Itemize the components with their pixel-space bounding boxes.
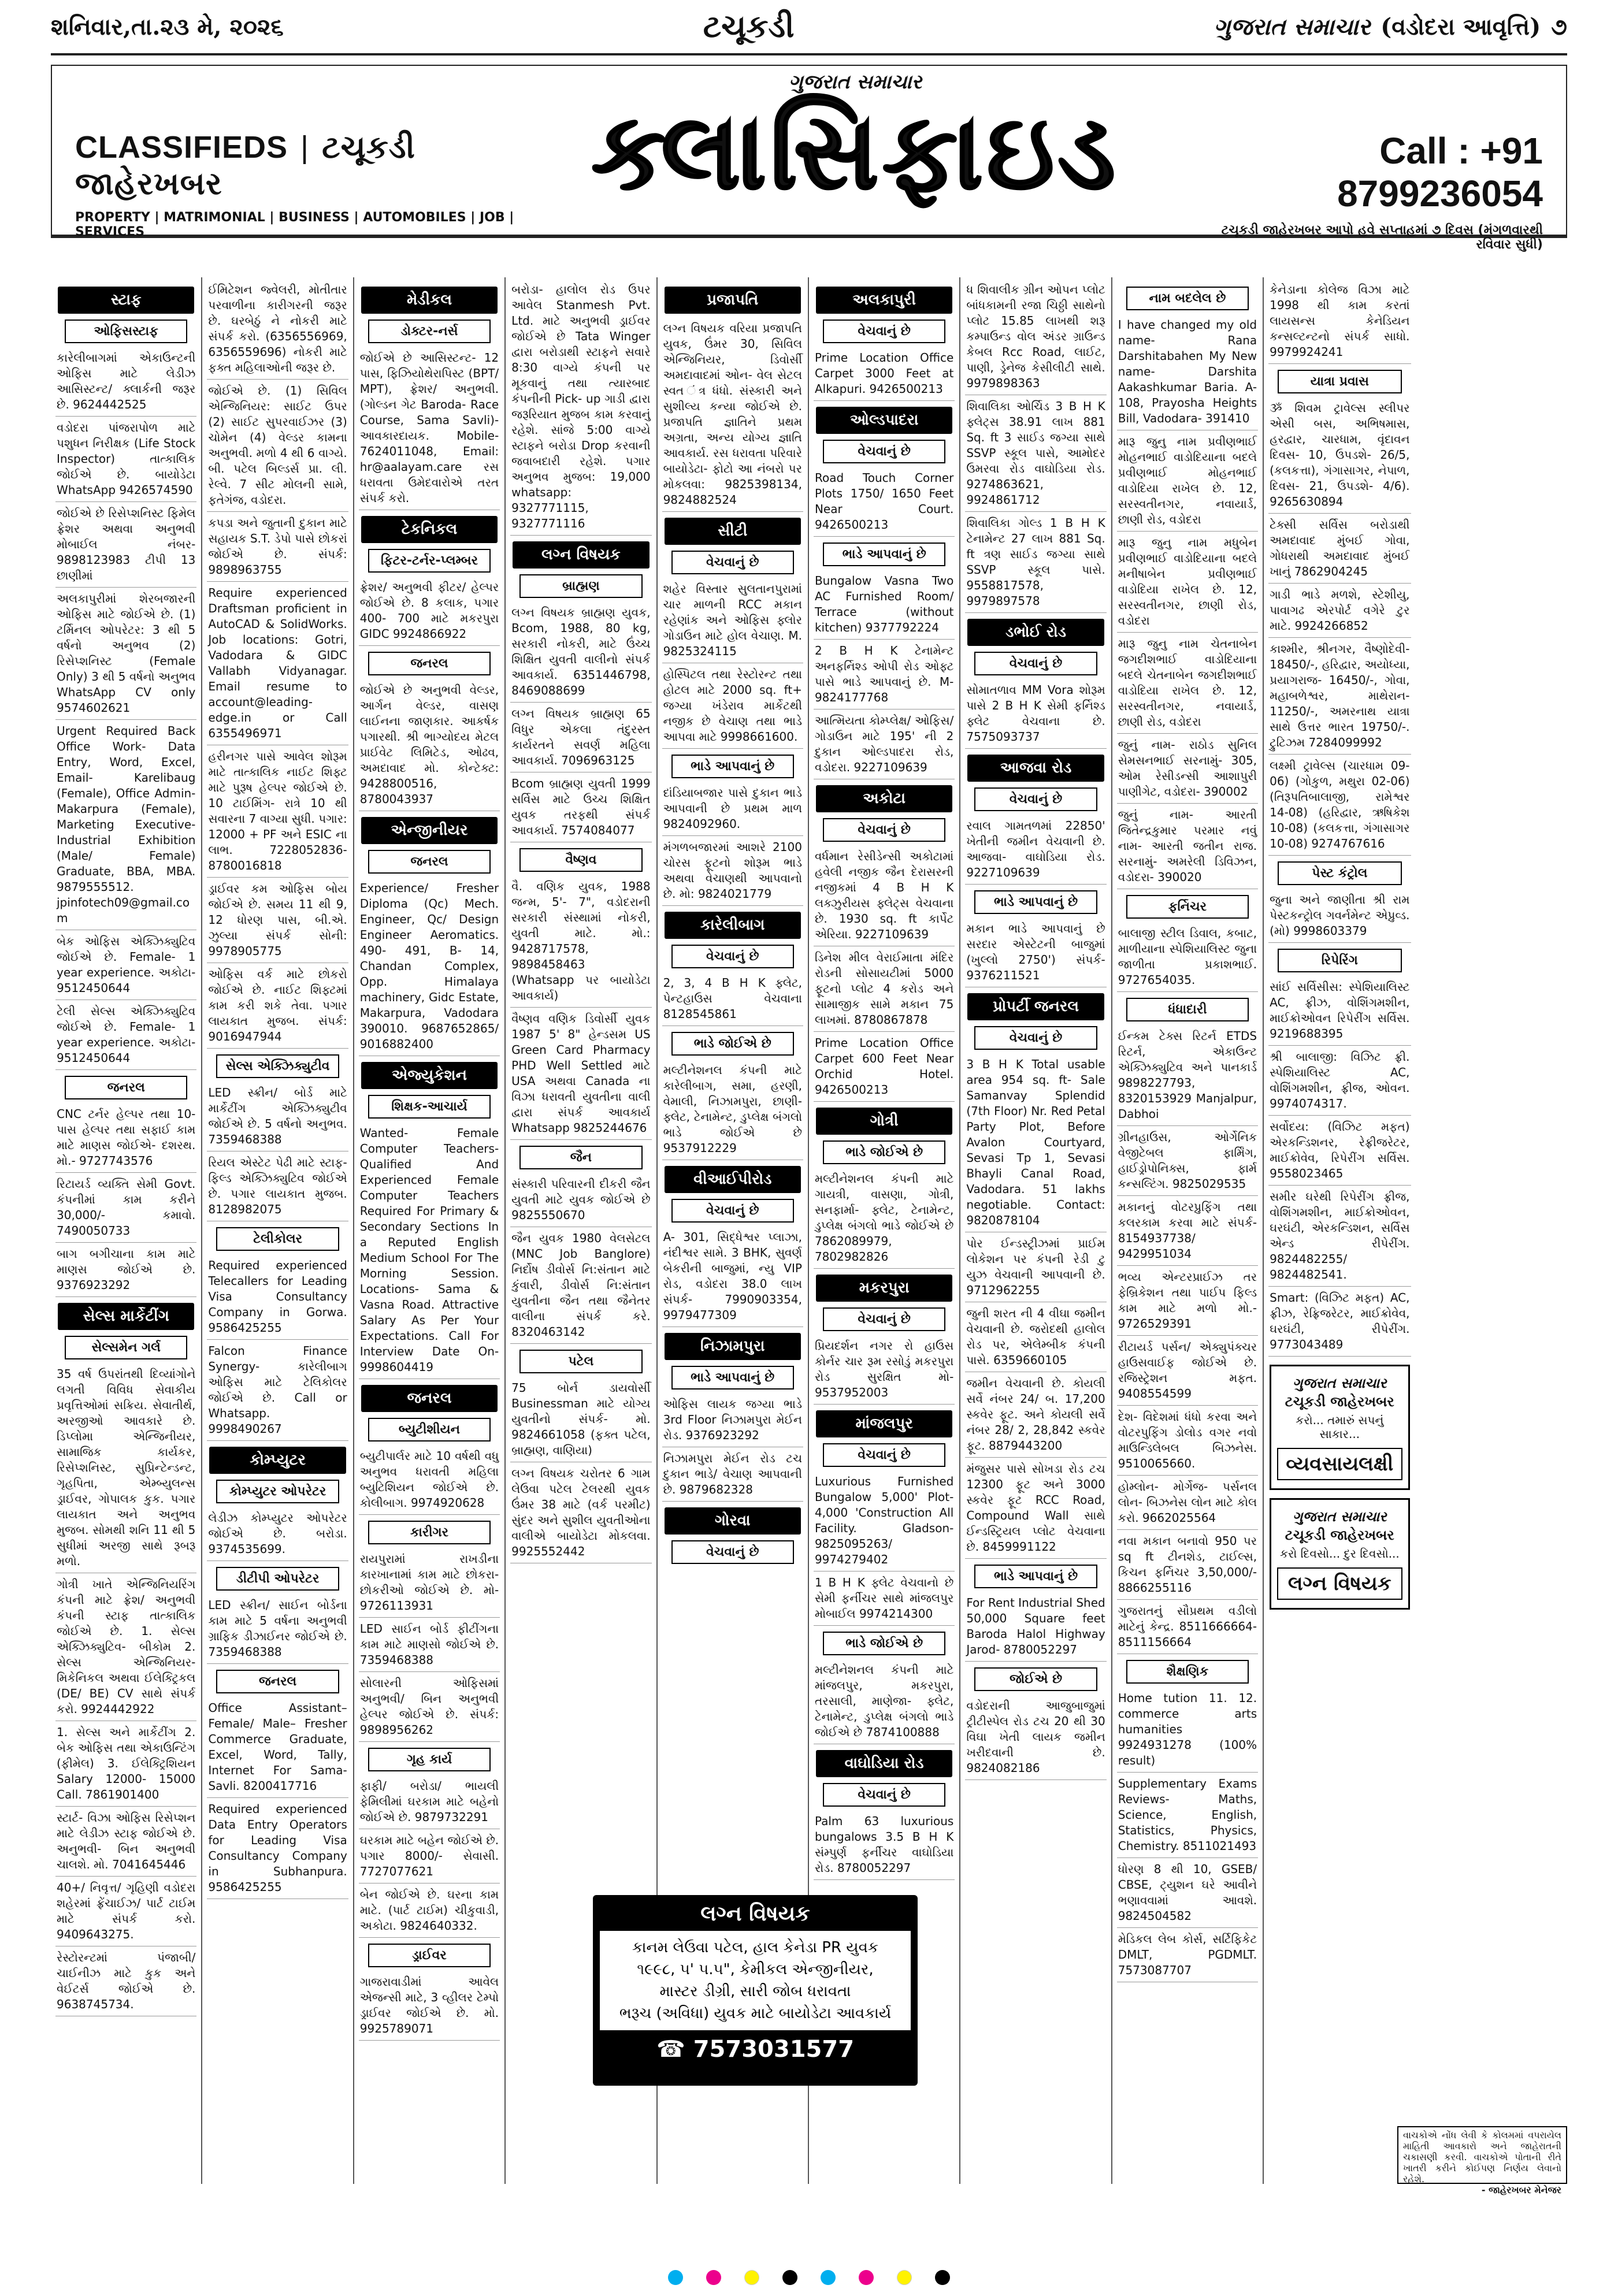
classifieds-banner (51, 65, 1567, 252)
classified-ad: LED સાઈન બોર્ડ ફીટીંગના કામ માટે માણસો જોઈએ છે. 7359468388 (359, 1620, 500, 1672)
category-heading: લગ્ન વિષયક (513, 541, 649, 569)
classified-ad: For Rent Industrial Shed 50,000 Square feet Baroda Halol Highway Jarod- 8780052297 (965, 1594, 1106, 1662)
subcategory-heading: ભાડે આપવાનું છે (974, 890, 1097, 914)
classified-ad: બાગ બગીચાના કામ માટે માણસ જોઈએ છે. 9376923292 (55, 1245, 196, 1297)
category-heading: ટેકનિકલ (361, 516, 498, 543)
cyan-register-mark (821, 2270, 836, 2285)
category-heading: માંજલપુર (816, 1410, 952, 1437)
classified-ad: Required experienced Data Entry Operators for Leading Visa Consultancy Company in Subhanpura. 9586425255 (207, 1800, 348, 1899)
classified-ad: Office Assistant– Female/ Male– Fresher Commerce Graduate, Excel, Word, Tally, Internet For Sama- Savli. 8200417716 (207, 1699, 348, 1798)
classified-ad: લગ્ન વિષયક ચરોતર 6 ગામ લેઉવા પટેલ ટેલરથી યુવક ઉંમર 38 માટે (વર્ક પરમીટ) સુંદર અને સુશીલ યુવતીઓના વાલીએ બાયોડેટા મોકલવા. 9925552442 (510, 1465, 651, 1563)
classified-ad: Falcon Finance Synergy- કારેલીબાગ ઓફિસ માટે ટેલિકોલર જોઈએ છે. Call or Whatsapp. 9998490267 (207, 1342, 348, 1441)
classified-ad: હરીનગર પાસે આવેલ શોરૂમ માટે તાત્કાલિક નાઈટ શિફ્ટ માટે પુરૂષ હેલ્પર જોઈએ છે. 10 ટાઈમિંગ- રાત્રે 10 થી સવારના 7 વાગ્યા સુધી. પગાર: 12000 + PF અને ESIC ના લાભ. 7228052836- 8780016818 (207, 748, 348, 878)
classified-ad: સાંઈ સર્વિસીસ: સ્પેશિયાલિસ્ટ AC, ફ્રીઝ, વોશિંગમશીન, માઈક્રોઓવન રિપેરીંગ સર્વિસ. 9219688395 (1268, 978, 1411, 1046)
subcategory-heading: ડીટીપી ઓપરેટર (216, 1567, 339, 1591)
classified-ad: 2, 3, 4 B H K ફ્લેટ, પેન્ટહાઉસ વેચવાના 8128545861 (662, 974, 803, 1026)
classified-ad: Prime Location Office Carpet 3000 Feet at Alkapuri. 9426500213 (814, 349, 955, 401)
banner-subtitle: PROPERTY | MATRIMONIAL | BUSINESS | AUTOMOBILES | JOB | SERVICES (75, 210, 514, 239)
classified-ad: બ્યુટીપાર્લર માટે 10 વર્ષથી વધુ અનુભવ ધરાવતી મહિલા બ્યુટિશિયન જોઈએ છે. કોલીબાગ. 9974920628 (359, 1447, 500, 1515)
subcategory-heading: ડ્રાઈવર (368, 1944, 491, 1967)
category-heading: વીઆઈપીરોડ (665, 1166, 801, 1193)
classified-ad: જૈન યુવક 1980 વેલસેટલ (MNC Job Banglore) નિર્દોષ ડીવોર્સ નિ:સંતાન માટે કુંવારી, ડીવોર્સ નિ:સંતાન યુવતીના જૈન તથા જૈનેતર વાલીના સંપર્ક કરે. 8320463142 (510, 1229, 651, 1344)
classified-ad: કપડા અને જુતાની દુકાન માટે સહાયક S.T. ડેપો પાસે છોકરાં જોઈએ છે. સંપર્ક: 9898963755 (207, 514, 348, 582)
notice-text: વાચકોએ નોંધ લેવી કે કોલમમાં વપરાયેલ માહિતી આવકારો અને જાહેરાતની ચકાસણી કરવી. વાચકોએ પોતાની રીતે ખાતરી કરીને કોઈપણ નિર્ણય લેવાનો રહેશે. (1403, 2130, 1561, 2184)
subcategory-heading: ભાડે આપવાનું છે (823, 543, 945, 566)
classified-ad: Supplementary Exams Reviews- Maths, Science, English, Statistics, Physics, Chemistry. 8511021493 (1117, 1775, 1258, 1858)
promo-box-brand: ગુજરાત સમાચાર (1293, 1374, 1387, 1391)
classified-ad: A- 301, સિદ્ધેશ્વર પ્લાઝા, નંદીશ્વર સામે. 3 BHK, સુવર્ણ બેકરીની બાજુમાં, ન્યુ VIP રોડ, વડોદરા 38.0 લાખ સંપર્ક- 7990903354, 9979477309 (662, 1228, 803, 1327)
classified-ad: સમીર ઘરેથી રિપેરીંગ ફ્રીજ, વોશિંગમશીન, માઈક્રોઓવન, ઘરઘંટી, એરકન્ડિશન, સર્વિસ એન્ડ રીપેરીંગ. 9824482255/ 9824482541. (1268, 1188, 1411, 1287)
classified-ad: 75 બોર્ન ડાયવોર્સી Businessman માટે યોગ્ય યુવતીનો સંપર્ક- મો. 9824661058 (ફક્ત પટેલ, બ્રાહ્મણ, વાણિયા) (510, 1379, 651, 1462)
classified-ad: શિવાલિકા ગોલ્ડ 1 B H K ટેનામેન્ટ 27 લાખ 881 Sq. ft ત્રણ સાઈડ જગ્યા સાથે SSVP સ્કૂલ પાસે. 9558817578, 9979897578 (965, 514, 1106, 613)
subcategory-heading: જનરલ (368, 850, 491, 874)
subcategory-heading: વેચવાનું છે (671, 945, 794, 968)
column-9 (1264, 277, 1415, 2184)
yellow-register-mark (744, 2270, 759, 2285)
classified-ad: લેડીઝ કોમ્પ્યુટર ઓપરેટર જોઈએ છે. બરોડા. 9374535699. (207, 1509, 348, 1561)
banner-title-gu: ટચૂકડી જાહેરખબર (75, 130, 415, 201)
classified-ad: સોમાતળાવ MM Vora શોરૂમ પાસે 2 B H K સેમી ફર્નિશ્ડ ફ્લેટ વેચવાના છે. 7575093737 (965, 681, 1106, 749)
classified-ad: ટેક્સી સર્વિસ બરોડાથી અમદાવાદ મુંબઈ ગોવા, ગોધરાથી અમદાવાદ મુંબઈ ખાનું 7862904245 (1268, 516, 1411, 584)
classified-ad: જોઈએ છે રિસેપ્શનિસ્ટ ફિમેલ ફ્રેશર અથવા અનુભવી મોબાઈલ નંબર- 9898123983 ટીપી 13 છાણીમાં (55, 504, 196, 588)
classified-ad: ૐ શિવમ ટ્રાવેલ્સ સ્લીપર એસી બસ, અભિષમાસ, હરદ્વાર, ચારધામ, વૃંદાવન દિવસ- 10, ઉપડશે- 26/5, (કલકત્તા), ગંગાસાગર, નેપાળ, દિવસ- 21, ઉપડશે- 4/6). 9265630894 (1268, 399, 1411, 514)
classified-ad: Road Touch Corner Plots 1750/ 1650 Feet Near Court. 9426500213 (814, 469, 955, 537)
category-heading: અકોટા (816, 785, 952, 812)
classified-ad: ટેલી સેલ્સ એક્ઝિક્યુટિવ જોઈએ છે. Female- 1 year experience. અકોટા- 9512450644 (55, 1002, 196, 1070)
classified-ad: સર્વોદય: (વિઝિટ મફત) એરકન્ડિશનર, રેફ્રીજરેટર, માઈક્રોવેવ, રિપેરીંગ સર્વિસ. 9558023465 (1268, 1118, 1411, 1186)
category-heading: ગોત્રી (816, 1108, 952, 1135)
subcategory-heading: બ્રાહ્મણ (519, 574, 642, 598)
classified-wordmark: ક્લાસિફાઇડ (591, 90, 1119, 213)
classified-ad: મકાન ભાડે આપવાનું છે સરદાર એસ્ટેટની બાજુમાં (ખુલ્લો 2750') સંપર્ક- 9376211521 (965, 920, 1106, 987)
subcategory-heading: કારીગર (368, 1521, 491, 1544)
subcategory-heading: રિપેરિંગ (1278, 949, 1401, 972)
wedding-phone[interactable] (600, 2036, 911, 2063)
classified-ad: લગ્ન વિષયક વરિયા પ્રજાપતિ યુવક, ઉંમર 30, સિવિલ એન્જિનિયર, ડિવોર્સી અમદાવાદમાં ઓન- વેલ સેટલ સ્વત ંત્ર ધંધો. સંસ્કારી અને સુશીલ્ય કન્યા જોઈએ છે. પ્રજાપતિ જ્ઞાતિને પ્રથમ અગ્રતા, અન્ય યોગ્ય જ્ઞાતિ આવકાર્ય. રસ ધરાવતા પરિવારે બાયોડેટા- ફોટો આ નંબરો પર મોકલવા: 9825398134, 9824882524 (662, 319, 803, 512)
banner-left (52, 66, 549, 239)
subcategory-heading: ભાડે જોઈએ છે (823, 1632, 945, 1655)
subcategory-heading: ધંધાદારી (1126, 998, 1249, 1021)
classified-ad: ફાફી/ બરોડા/ ભાયલી ફેમિલીમાં ઘરકામ માટે બહેનો જોઈએ છે. 9879732291 (359, 1777, 500, 1829)
classified-ad: જોઈએ છે અનુભવી વેલ્ડર, આર્ગન વેલ્ડર, વાસણ લાઈનના જાણકાર. આકર્ષક પગારથી. શ્રી ભાગ્યોદય મેટલ પ્રાઈવેટ લિમિટેડ, ઓઢવ, અમદાવાદ મો. કોન્ટેક્ટ: 9428800516, 8780043937 (359, 681, 500, 811)
classified-ad: જોઈએ છે આસિસ્ટન્ટ- 12 પાસ, ફિઝિયોથેરાપિસ્ટ (BPT/ MPT), ફ્રેશર/ અનુભવી. (ગોલ્ડન ગેટ Baroda- Race Course, Sama Savli)- આવકારદાયક. Mobile- 7624011048, Email: hr@aalayam.care રસ ધરાવતા ઉમેદવારોએ તરત સંપર્ક કરો. (359, 349, 500, 510)
classified-ad: 1 B H K ફ્લેટ વેચવાનો છે સેમી ફર્નીચર સાથે માંજલપુર મોબાઈલ 9974214300 (814, 1574, 955, 1626)
classified-ad: નિઝામપુરા મેઈન રોડ ટચ દુકાન ભાડે/ વેચાણ આપવાની છે. 9879682328 (662, 1450, 803, 1502)
classified-ad: ફ્રેશર/ અનુભવી ફીટર/ હેલ્પર જોઈએ છે. 8 કલાક, પગાર 400- 700 માટે મકરપુરા GIDC 9924866922 (359, 578, 500, 646)
registration-marks (0, 2266, 1618, 2289)
call-number[interactable]: Call : +91 8799236054 (1337, 130, 1543, 214)
issue-date: શનિવાર,તા.૨૩ મે, ૨૦૨૬ (51, 13, 284, 40)
wedding-phone-number: 7573031577 (693, 2036, 855, 2063)
title-separator: | (291, 130, 319, 165)
subcategory-heading: ટેલીકોલર (216, 1227, 339, 1251)
phone-icon: ☎ (656, 2036, 693, 2063)
category-heading: એજ્યુકેશન (361, 1062, 498, 1089)
classified-ad: કેનેડાના કોલેજ વિઝા માટે 1998 થી કામ કરતાં લાયસન્સ કેનેડિયન કન્સલ્ટન્ટનો સંપર્ક સાધો. 9979924241 (1268, 281, 1411, 364)
notice-signature: - જાહેરખબર મેનેજર (1481, 2184, 1561, 2195)
classified-ad: Require experienced Draftsman proficient in AutoCAD & SolidWorks. Job locations: Gotri, Vadodara & GIDC Vallabh Vidyanagar. Email resume to account@leading-edge.in or Call 6355496971 (207, 584, 348, 745)
classified-ad: 2 B H K ટેનામેન્ટ અનફર્નિશ્ડ ઓપી રોડ ઓફ્ટ પાસે ભાડે આપવાનું છે. M- 9824177768 (814, 642, 955, 709)
classified-ad: લગ્ન વિષયક બ્રાહ્મણ 65 વિધુર એકલા તંદુરસ્ત કાર્યરતને સવર્ણ મહિલા આવકાર્ય. 7096963125 (510, 705, 651, 772)
subcategory-heading: યાત્રા પ્રવાસ (1278, 370, 1401, 393)
banner-title (75, 129, 549, 202)
promo-box-title: ટચૂકડી જાહેરખબર (1285, 1527, 1394, 1543)
column-7 (960, 277, 1112, 2184)
category-heading: ઓલ્ડપાદરા (816, 407, 952, 434)
classified-ad: દેશ- વિદેશમાં ધંધો કરવા અને વોટરપુફિંગ ડોલોડ વગર નવો માઉન્ડિલેબલ બિઝનેસ. 9510065660. (1117, 1408, 1258, 1476)
classified-ad: શિવાલિકા ઓર્ચિડ 3 B H K ફ્લેટ્સ 38.91 લાખ 881 Sq. ft 3 સાઈડ જગ્યા સાથે SSVP સ્કૂલ પાસે, આમોદર ઉમરવા રોડ વાઘોડિયા રોડ. 9274863621, 9924861712 (965, 397, 1106, 512)
subcategory-heading: વેચવાનું છે (823, 319, 945, 343)
classified-ad: વૈ. વણિક યુવક, 1988 જન્મ, 5'- 7", વડોદરાની સરકારી સંસ્થામાં નોકરી, યુવતી માટે. મો.: 9428717578, 9898458463 (Whatsapp પર બાયોડેટા આવકાર્ય) (510, 878, 651, 1008)
subcategory-heading: વેચવાનું છે (823, 440, 945, 463)
classified-ad: Luxurious Furnished Bungalow 5,000' Plot- 4,000 'Construction All Facility. Gladson- 9825095263/ 9974279402 (814, 1473, 955, 1571)
subcategory-heading: બ્યુટીશીયન (368, 1418, 491, 1441)
classified-ad: બાલાજી સ્ટીલ ડિવાલ, કબાટ, માળીયાના સ્પેશિયાલિસ્ટ જુના જાળીતા પ્રકાશભાઈ. 9727654035. (1117, 924, 1258, 992)
classified-ad: જમીન વેચવાની છે. કોયલી સર્વે નંબર 24/ બ. 17,200 સ્કવેર ફૂટ. અને કોયલી સર્વે નંબર 28/ 2, 28,842 સ્કવેર ફૂટ. 8879443200 (965, 1374, 1106, 1458)
subcategory-heading: ભાડે આપવાનું છે (671, 755, 794, 778)
classified-ad: મારૂ જુનુ નામ પ્રવીણભાઈ મોહનભાઈ વાડોદિયાના બદલે પ્રવીણભાઈ મોહનભાઈ વાડોદિયા રાખેલ છે. 12, સરસ્વતીનગર, નવાયાર્ડ, છાણી રોડ, વડોદરા (1117, 433, 1258, 532)
classified-ad: Required experienced Telecallers for Leading Visa Consultancy Company in Gorwa. 9586425255 (207, 1257, 348, 1340)
classified-ad: Prime Location Office Carpet 600 Feet Near Orchid Hotel. 9426500213 (814, 1034, 955, 1102)
classified-ad: મેડિકલ લેબ કોર્સ, સર્ટિફિકેટ DMLT, PGDMLT. 7573087707 (1117, 1930, 1258, 1982)
classified-ad: રિયલ એસ્ટેટ પેઢી માટે સ્ટાફ- ફિલ્ડ એક્ઝિક્યુટિવ જોઈએ છે. પગાર લાયકાત મુજબ. 8128982075 (207, 1154, 348, 1221)
subcategory-heading: ભાડે જોઈએ છે (823, 1140, 945, 1164)
category-heading: અલકાપુરી (816, 287, 952, 314)
classified-ad: મંજુસર પાસે સોખડા રોડ ટચ 12300 ફૂટ અને 3000 સ્કવેર ફૂટ RCC Road, Compound Wall સાથે ઈન્ડસ્ટ્રિયલ પ્લોટ વેચવાના છે. 8459991122 (965, 1460, 1106, 1559)
classified-ad: પોર ઈન્ડસ્ટ્રીઝમાં પ્રાઈમ લોકેશન પર કંપની રેડી ટુ યુઝ વેચવાની આપવાની છે. 9712962255 (965, 1235, 1106, 1302)
classified-ad: રેસ્ટોરન્ટમાં પંજાબી/ ચાઈનીઝ માટે કુક અને વેઈટર્સ જોઈએ છે. 9638745734. (55, 1949, 196, 2016)
classified-ad: કારેલીબાગમાં એકાઉન્ટની ઓફિસ માટે લેડીઝ આસિસ્ટન્ટ/ ક્લાર્કની જરૂર છે. 9624442525 (55, 349, 196, 417)
subcategory-heading: જૈન (519, 1146, 642, 1169)
column-2 (202, 277, 354, 2184)
classified-ad: સંસ્કારી પરિવારની દીકરી જૈન યુવતી માટે યુવક જોઈએ છે 9825550670 (510, 1175, 651, 1227)
classified-ad: જુનું નામ- રાઠોડ સુનિલ સેમસનભાઈ સરનામું- 305, ઓમ રેસીડન્સી આશાપુરી પાણીગેટ, વડોદરા- 390002 (1117, 736, 1258, 804)
classified-ad: રીટાયર્ડ પર્સન/ એક્યુપંક્ચર હાઉસવાઈફ જોઈએ છે. રજિસ્ટ્રેશન મફત. 9408554599 (1117, 1338, 1258, 1406)
classified-ad: મલ્ટીનેશનલ કંપની માટે કારેલીબાગ, સમા, હરણી, વેમાલી, નિઝામપુરા, છાણી- ફ્લેટ, ટેનામેન્ટ, ડુપ્લેક્ષ બંગલો ભાડે જોઈએ છે 9537912229 (662, 1061, 803, 1160)
classified-ad: જુના અને જાણીતા શ્રી રામ પેસ્ટકન્ટ્રોલ ગવર્નમેન્ટ એપ્રુવ્ડ. (મો) 9998603379 (1268, 891, 1411, 943)
category-heading: સીટી (665, 518, 801, 545)
classified-ad: ભવ્ય એન્ટરપ્રાઈઝ તર ફેબ્રિકેશન તથા પાઈપ ફિલ્ડ કામ માટે મળો મો.- 9726529391 (1117, 1268, 1258, 1336)
category-heading: કોમ્પ્યુટર (209, 1447, 346, 1474)
classified-ad: CNC ટર્નર હેલ્પર તથા 10-પાસ હેલ્પર તથા સફાઈ કામ માટે માણસ જોઈએ- દશરથ. મો.- 9727743576 (55, 1105, 196, 1173)
subcategory-heading: ડોક્ટર-નર્સ (368, 319, 491, 343)
classified-ad: દાંડિયાબજાર પાસે દુકાન ભાડે આપવાની છે પ્રથમ માળ 9824092960. (662, 784, 803, 836)
category-heading: એન્જીનીયર (361, 817, 498, 844)
category-heading: વાઘોડિયા રોડ (816, 1750, 952, 1777)
classified-ad: રવાલ ગામતળમાં 22850' ખેતીની જમીન વેચવાની છે. આજવા- વાઘોડિયા રોડ. 9227109639 (965, 817, 1106, 885)
classified-ad: ગાજરાવાડીમાં આવેલ એજન્સી માટે, 3 વ્હીલર ટેમ્પો ડ્રાઈવર જોઈએ છે. મો. 9925789071 (359, 1973, 500, 2041)
category-heading: મેડીકલ (361, 287, 498, 314)
classified-ad: Home tution 11. 12. commerce arts humanities 9924931278 (100% result) (1117, 1689, 1258, 1773)
subcategory-heading: જનરલ (368, 652, 491, 675)
category-heading: નિઝામપુરા (665, 1333, 801, 1360)
category-heading: પ્રોપર્ટી જનરલ (967, 993, 1104, 1020)
classified-ad: મંગળબજારમાં આશરે 2100 ચોરસ ફૂટનો શોરૂમ ભાડે અથવા વેચાણથી આપવાનો છે. મો: 9824021779 (662, 838, 803, 906)
running-header (51, 0, 1567, 55)
subcategory-heading: વેચવાનું છે (823, 1307, 945, 1331)
subcategory-heading: જોઈએ છે (974, 1667, 1097, 1691)
page-number: ૭ (1551, 13, 1567, 40)
classified-ad: વર્ધમાન રેસીડેન્સી અકોટામાં હવેલી નજીક જૈન દેરાસરની નજીકમાં 4 B H K લક્ઝુરીયસ ફ્લેટ્સ વેચવાના છે. 1930 sq. ft કાર્પેટ એરિયા. 9227109639 (814, 848, 955, 946)
section-name: ટચૂકડી (703, 8, 795, 44)
banner-right (1161, 66, 1566, 252)
wedding-ad-heading: લગ્ન વિષયક (700, 1902, 810, 1926)
promo-box (1270, 1498, 1409, 1610)
subcategory-heading: વૈષ્ણવ (519, 848, 642, 872)
classified-ad: વડોદરાની આજુબાજુમાં ટ્રીટીસ્પેલ રોડ ટચ 20 થી 30 વિઘા ખેતી લાયક જમીન ખરીદવાની છે. 9824082186 (965, 1697, 1106, 1780)
classified-ad: બેક ઓફિસ એક્ઝિક્યુટિવ જોઈએ છે. Female- 1 year experience. અકોટા- 9512450644 (55, 932, 196, 1000)
classified-ad: 3 B H K Total usable area 954 sq. ft- Sale Samanvay Splendid (7th Floor) Nr. Red Petal Party Plot, Before Avalon Courtyard, Sevasi Tp 1, Sevasi Bhayli Canal Road, Vadodara. 51 lakhs negotiable. Contact: 9820878104 (965, 1056, 1106, 1232)
classified-ad: જુની શરત ની 4 વીઘા જમીન વેચવાની છે. જરોદથી હાલોલ રોડ પર, એલેમ્બીક કંપની પાસે. 6359660105 (965, 1305, 1106, 1372)
subcategory-heading: નામ બદલેલ છે (1126, 287, 1249, 310)
classified-ad: મલ્ટીનેશનલ કંપની માટે ગાયત્રી, વાસણા, ગોત્રી, સનફાર્મા- ફ્લેટ, ટેનામેન્ટ, ડુપ્લેક્ષ બંગલો ભાડે જોઈએ છે 7862089979, 7802982826 (814, 1170, 955, 1269)
classified-ad: I have changed my old name- Rana Darshitabahen My New name- Darshita Aakashkumar Baria. A- 108, Prayosha Heights Bill, Vadodara- 391410 (1117, 316, 1258, 430)
paper-brand: ગુજરાત સમાચાર (1214, 13, 1371, 40)
promo-box (1270, 1365, 1409, 1490)
subcategory-heading: ભાડે આપવાનું છે (974, 1565, 1097, 1588)
classified-ad: 35 વર્ષ ઉપરાંતથી દિવ્યાંગોને લગતી વિવિધ સેવાકીય પ્રવૃત્તિઓમાં સક્રિય. સેવાતીર્થ, અરજીઓ આવકારે છે. ડિપ્લોમા એન્જિનીયર, સામાજિક કાર્યકર, રિસેપ્શનિસ્ટ, સુપ્રિન્ટેન્ડન્ટ, ગૃહપિતા, એમ્બ્યુલન્સ ડ્રાઈવર, ગોપાલક કુક. પગાર લાયકાત અને અનુભવ મુજબ. સોમથી શનિ 11 થી 5 સુધીમાં અરજી સાથે રૂબરૂ મળો. (55, 1365, 196, 1573)
subcategory-heading: પેસ્ટ કંટ્રોલ (1278, 861, 1401, 885)
classified-ad: ગોત્રી ખાતે એન્જિનિયરિંગ કંપની માટે ફ્રેશ/ અનુભવી કંપની સ્ટાફ તાત્કાલિક જોઈએ છે. 1. સેલ્સ એક્ઝિક્યુટિવ- બીકોમ 2. સેલ્સ એન્જિનિયર- મિકેનિકલ અથવા ઈલેક્ટ્રિકલ (DE/ BE) CV સાથે સંપર્ક કરો. 9924442922 (55, 1576, 196, 1721)
subcategory-heading: કોમ્પ્યુટર ઓપરેટર (216, 1480, 339, 1503)
classified-ad: હોમ્લોન- મોર્ગેજ- પર્સનલ લોન- બિઝનેસ લોન માટે કોલ કરો. 9662025564 (1117, 1478, 1258, 1530)
classified-ad: Smart: (વિઝિટ મફત) AC, ફ્રીઝ, રેફ્રિજરેટર, માઈક્રોવેવ, ઘરઘંટી, રીપેરીંગ. 9773043489 (1268, 1289, 1411, 1357)
subcategory-heading: વેચવાનું છે (974, 1026, 1097, 1050)
classified-ad: Experience/ Fresher Diploma (Qc) Mech. Engineer, Qc/ Design Engineer Aeromatics. 490- 491, B- 14, Chandan Complex, Opp. Himalaya machinery, Gidc Estate, Makarpura, Vadodara 390010. 9687652865/ 9016882400 (359, 879, 500, 1056)
black-register-mark (935, 2270, 950, 2285)
classified-ad: સ્ટાર્ટ- વિઝા ઓફિસ રિસેપ્શન માટે લેડીઝ સ્ટાફ જોઈએ છે. અનુભવી- બિન અનુભવી ચાલશે. મો. 7041645446 (55, 1809, 196, 1877)
subcategory-heading: વેચવાનું છે (823, 1783, 945, 1807)
subcategory-heading: વેચવાનું છે (671, 1540, 794, 1564)
classified-ad: બેન જોઈએ છે. ઘરના કામ માટે. (પાર્ટ ટાઈમ) ચીકુવાડી, અકોટા. 9824640332. (359, 1886, 500, 1938)
subcategory-heading: ભાડે જોઈએ છે (671, 1032, 794, 1056)
category-heading: સેલ્સ માર્કેટીંગ (58, 1303, 194, 1330)
classified-ad: મલ્ટીનેશનલ કંપની માટે માંજલપુર, મકરપુરા, તરસાલી, માણેજા- ફ્લેટ, ટેનામેન્ટ, ડુપ્લેક્ષ બંગલો ભાડે જોઈએ છે 7874100888 (814, 1661, 955, 1744)
column-1 (51, 277, 202, 2184)
promo-box-label: વ્યવસાયલક્ષી (1277, 1448, 1402, 1480)
wedding-line-4: ભરૂચ (અવિધા) યુવક માટે બાયોડેટા આવકાર્ય (619, 2005, 892, 2022)
classified-ad: LED સ્ક્રીન/ સાઈન બોર્ડના કામ માટે 5 વર્ષના અનુભવી ગ્રાફિક ડીઝાઈનર જોઈએ છે. 7359468388 (207, 1596, 348, 1664)
classified-ad: અલકાપુરીમાં શેરબજારની ઓફિસ માટે જોઈએ છે. (1) ટર્મિનલ ઓપરેટર: 3 થી 5 વર્ષનો અનુભવ (2) રિસેપ્શનિસ્ટ (Female Only) 3 થી 5 વર્ષનો અનુભવ WhatsApp CV only 9574602621 (55, 590, 196, 720)
classified-ad: શ્રી બાલાજી: વિઝિટ ફ્રી. સ્પેશિયાલિસ્ટ AC, વોશિંગમશીન, ફ્રીજ, ઓવન. 9974074317. (1268, 1048, 1411, 1116)
classified-ad: નવા મકાન બનાવો 950 પર sq ft ટીનશેડ, ટાઈલ્સ, કિચન ફર્નિચર 3,50,000/- 8866255116 (1117, 1532, 1258, 1600)
wedding-ad-box (593, 1895, 918, 2086)
subcategory-heading: વેચવાનું છે (671, 551, 794, 574)
category-heading: મકરપુરા (816, 1275, 952, 1302)
subcategory-heading: જનરલ (65, 1076, 187, 1099)
classified-ad: Urgent Required Back Office Work- Data Entry, Word, Excel, Email- Karelibaug (Female), Office Admin- Makarpura (Female), Marketing Executive- Industrial Exhibition (Male/ Female) Graduate, BBA, MBA. 9879555512. jpinfotech09@gmail.com (55, 722, 196, 930)
classified-ad: શહેર વિસ્તાર સુલતાનપુરામાં ચાર માળની RCC મકાન રહેણાંક અને ઓફિસ ફ્લોર ગોડાઉન માટે હોલ વેચાણ. M. 9825324115 (662, 580, 803, 663)
promo-box-label: લગ્ન વિષયક (1277, 1567, 1402, 1600)
classified-ad: Palm 63 luxurious bungalows 3.5 B H K સંમ્પુર્ણ ફર્નીચર વાઘોડિયા રોડ. 8780052297 (814, 1812, 955, 1880)
paper-info (1214, 13, 1567, 40)
classified-ad: બરોડા- હાલોલ રોડ ઉપર આવેલ Stanmesh Pvt. Ltd. માટે અનુભવી ડ્રાઈવર જોઈએ છે Tata Winger દ્વારા બરોડાથી સ્ટાફને સવારે 8:30 વાગ્યે કંપની પર મૂકવાનું તથા ત્યારબાદ કંપનીની Pick- up ગાડી દ્વારા જરૂરિયાત મુજબ કામ કરવાનું રહેશે. સાંજે 5:00 વાગ્યે સ્ટાફને બરોડા Drop કરવાની જવાબદારી રહેશે. પગાર અનુભવ મુજબ: 19,000 whatsapp: 9327771115, 9327771116 (510, 281, 651, 536)
classified-ad: Wanted- Female Computer Teachers- Qualified And Experienced Female Computer Teachers Required For Primary & Secondary Sections In a Reputed English Medium School For The Morning Session. Locations- Sama & Vasna Road. Attractive Salary As Per Your Expectations. Call For Interview Date On- 9998604419 (359, 1124, 500, 1379)
classified-ad: ઓફિસ વર્ક માટે છોકરો જોઈએ છે. નાઈટ શિફ્ટમાં કામ કરી શકે તેવા. પગાર લાયકાત મુજબ. સંપર્ક: 9016947944 (207, 965, 348, 1049)
subcategory-heading: પટેલ (519, 1350, 642, 1373)
category-heading: ડભોઈ રોડ (967, 619, 1104, 646)
classified-ad: 40+/ નિવૃત્ત/ ગૃહિણી વડોદરા શહેરમાં ફ્રેંચાઈઝ/ પાર્ટ ટાઈમ માટે સંપર્ક કરો. 9409643275. (55, 1879, 196, 1946)
wedding-line-3: માસ્ટર ડીગ્રી, સારી જોબ ધરાવતા (659, 1983, 851, 2000)
subcategory-heading: શૈક્ષણિક (1126, 1660, 1249, 1684)
classified-ad: આત્મિયતા કોમ્પ્લેક્ષ/ ઓફિસ/ ગોડાઉન માટે 195' ની 2 દુકાન ઓલ્ડપાદરા રોડ, વડોદરા. 9227109639 (814, 712, 955, 779)
wedding-line-2: ૧૯૯૮, ૫' ૫.૫", કેમીકલ એન્જીનીયર, (637, 1961, 874, 1978)
subcategory-heading: ઓફિસસ્ટાફ (65, 319, 187, 343)
promo-box-brand: ગુજરાત સમાચાર (1293, 1508, 1387, 1525)
category-heading: આજવા રોડ (967, 755, 1104, 782)
subcategory-heading: ફિટર-ટર્નર-પ્લમ્બર (368, 549, 491, 573)
black-register-mark (782, 2270, 797, 2285)
classified-ad: વૈષ્ણવ વણિક ડિવોર્સી યુવક 1987 5' 8" હેન્ડસમ US Green Card Pharmacy PHD Well Settled માટે USA અથવા Canada ના વિઝા ધરાવતી યુવતીના વાલી દ્વારા સંપર્ક આવકાર્ય Whatsapp 9825244676 (510, 1010, 651, 1140)
classified-ad: ધોરણ 8 થી 10, GSEB/ CBSE, ટ્યુશન ઘરે આવીને ભણાવવામાં આવશે. 9824504582 (1117, 1860, 1258, 1928)
subcategory-heading: વેચવાનું છે (823, 818, 945, 842)
classified-ad: જુનું નામ- આરતી જિતેન્દ્રકુમાર પરમાર નવું નામ- આરતી જતીન રાજ. સરનામું- અમરેલી ડિવિઝન, વડોદરા- 390020 (1117, 806, 1258, 889)
category-heading: કારેલીબાગ (665, 912, 801, 939)
classified-ad: કાશ્મીર, શ્રીનગર, વૈષ્ણોદેવી- 18450/-, હરિદ્વાર, અયોધ્યા, પ્રયાગરાજ- 16450/-, ગોવા, મહાબળેશ્વર, માથેરાન- 11250/-, અમરનાથ યાત્રા સાથે ઉત્તર ભારત 19750/-. ટ્રુટિઝમ 7284099992 (1268, 640, 1411, 755)
classified-ad: સોલારની ઓફિસમાં અનુભવી/ બિન અનુભવી હેલ્પર જોઈએ છે. સંપર્ક: 9898956262 (359, 1674, 500, 1742)
cyan-register-mark (668, 2270, 683, 2285)
category-heading: સ્ટાફ (58, 287, 194, 314)
reader-notice (1397, 2126, 1567, 2195)
classified-ad: Bcom બ્રાહ્મણ યુવતી 1999 સર્વિસ માટે ઉચ્ચ શિક્ષિત યુવક તરફથી સંપર્ક આવકાર્ય. 7574084077 (510, 775, 651, 842)
wedding-ad-body (600, 1931, 911, 2030)
classified-ad: રિટાયર્ડ વ્યક્તિ સેમી Govt. કંપનીમાં કામ કરીને 30,000/- કમાવો. 7490050733 (55, 1175, 196, 1243)
classified-ad: મારૂ જુનુ નામ મધુબેન પ્રવીણભાઈ વાડોદિયાના બદલે મનીષાબેન પ્રવીણભાઈ વાડોદિયા રાખેલ છે. 12, સરસ્વતીનગર, છાણી રોડ, વડોદરા (1117, 534, 1258, 633)
classified-ad: ઓફિસ લાયક જગ્યા ભાડે 3rd Floor નિઝામપુરા મેઈન રોડ. 9376923292 (662, 1395, 803, 1447)
classified-ad: LED સ્ક્રીન/ બોર્ડ માટે માર્કેટીંગ એક્ઝિક્યુટીવ જોઈએ છે. 5 વર્ષનો અનુભવ. 7359468388 (207, 1084, 348, 1151)
subcategory-heading: સેલ્સ એક્ઝિક્યુટીવ (216, 1054, 339, 1078)
magenta-register-mark (706, 2270, 721, 2285)
subcategory-heading: વેચવાનું છે (974, 652, 1097, 675)
call-note: ટચૂકડી જાહેરખબર આપો હવે સપ્તાહમાં ૭ દિવસ (મંગળવારથી રવિવાર સુધી) (1221, 223, 1543, 252)
subcategory-heading: ભાડે આપવાનું છે (671, 1366, 794, 1390)
wedding-line-1: કાનમ લેઉવા પટેલ, હાલ કેનેડા PR યુવક (632, 1939, 879, 1956)
banner-title-en: CLASSIFIEDS (75, 130, 288, 165)
promo-box-tagline: કરો... તમારું સપનું સાકાર... (1296, 1413, 1384, 1441)
promo-box-title: ટચૂકડી જાહેરખબર (1285, 1394, 1394, 1410)
yellow-register-mark (897, 2270, 912, 2285)
classified-ad: રાયપુરામાં રાખડીના કારખાનામાં કામ માટે છોકરા- છોકરીઓ જોઈએ છે. મો- 9726113931 (359, 1550, 500, 1618)
classified-ad: મકાનનું વોટરપ્રુફિંગ તથા કલરકામ કરવા માટે સંપર્ક- 8154937738/ 9429951034 (1117, 1198, 1258, 1266)
category-heading: જનરલ (361, 1385, 498, 1412)
classified-ad: ગાડી ભાડે મળશે, સ્ટેશીયુ, પાવાગઢ એરપોર્ટ વગેરે ટુર માટે. 9924266852 (1268, 586, 1411, 638)
classified-ad: લગ્ન વિષયક બ્રાહ્મણ યુવક, Bcom, 1988, 80 kg, સરકારી નોકરી, માટે ઉંચ્ચ શિક્ષિત યુવતી વાલીનો સંપર્ક આવકાર્ય. 6351446798, 8469088699 (510, 604, 651, 703)
subcategory-heading: ગૃહ કાર્ય (368, 1748, 491, 1771)
banner-masthead (549, 66, 1161, 235)
classified-ad: ઈન્કમ ટેક્સ રિટર્ન ETDS રિટર્ન, એકાઉન્ટ એક્ઝિક્યુટિવ અને પાનકાર્ડ 9898227793, 8320153929 Manjalpur, Dabhoi (1117, 1027, 1258, 1126)
classified-ad: ગુજરાતનું સૌપ્રથમ વડીલો માટેનું કેન્દ્ર. 8511666664- 8511156664 (1117, 1602, 1258, 1654)
promo-box-tagline: કરો દિવસો... દુર દિવસો... (1279, 1547, 1400, 1561)
column-8 (1112, 277, 1264, 2184)
subcategory-heading: વેચવાનું છે (823, 1443, 945, 1467)
magenta-register-mark (859, 2270, 874, 2285)
classified-ad: ઘરકામ માટે બહેન જોઈએ છે. પગાર 8000/- સેવાસી. 7727077621 (359, 1831, 500, 1883)
classified-ad: 1. સેલ્સ અને માર્કેટીંગ 2. બેક ઓફિસ તથા એકાઉન્ટિંગ (ફીમેલ) 3. ઈલેક્ટ્રિશિયન Salary 12000- 15000 Call. 7861901400 (55, 1723, 196, 1807)
classified-ad: હોસ્પિટલ તથા રેસ્ટોરન્ટ તથા હોટલ માટે 2000 sq. ft+ જગ્યા ખંડેરાવ માર્કેટથી નજીક છે વેચાણ તથા ભાડે આપવા માટે 9998661600. (662, 666, 803, 749)
classified-ad: ધ શિવાલીક ગ્રીન ઓપન પ્લોટ બાંધકામની રજા ચિઠ્ઠી સાથેનો પ્લોટ 15.85 લાખથી શરૂ કમ્પાઉન્ડ વોલ અંડર ગ્રાઉન્ડ કેબલ Rcc Road, લાઈટ, પાણી, ડ્રેનેજ કેસીલીટી સાથે. 9979898363 (965, 281, 1106, 395)
classified-ad: જોઈએ છે. (1) સિવિલ એન્જિનિયર: સાઈટ ઉપર (2) સાઈટ સુપરવાઈઝર (3) ચોમેન (4) વેલ્ડર કામના અનુભવી. મળો 4 થી 6 વાગ્યે. બી. પટેલ બિલ્ડર્સ પ્રા. લી. રેલ્વે. 7 સીટ મોલની સામે, ફતેગંજ, વડોદરા. (207, 382, 348, 512)
category-heading: ગોરવા (665, 1507, 801, 1535)
classified-ad: વડોદરા પાંજરાપોળ માટે પશુધન નિરીક્ષક (Life Stock Inspector) તાત્કાલિક જોઈએ છે. બાયોડેટા WhatsApp 9426574590 (55, 419, 196, 502)
classified-ad: મારૂ જુનુ નામ ચેતનાબેન જગદીશભાઈ વાડોદિયાના બદલે ચેતનાબેન જગદીશભાઈ વાડોદિયા રાખેલ છે. 12, સરસ્વતીનગર, નવાયાર્ડ, છાણી રોડ, વડોદરા (1117, 635, 1258, 734)
classified-ad: ગ્રીનહાઉસ, ઓર્ગેનિક વેજીટેબલ ફાર્મિંગ, હાઈડ્રોપોનિક્સ, ફાર્મ કન્સલ્ટિંગ. 9825029535 (1117, 1128, 1258, 1196)
classified-ad: ઈમિટેશન જ્વેલરી, મોતીતાર પરવાળીના કારીગરની જરૂર છે. ઘરબેઠું ને નોકરી માટે સંપર્ક કરો. (6356556969, 6356559696) નોકરી માટે ફક્ત મહિલાઓની જરૂર છે. (207, 281, 348, 380)
classified-ad: ડ્રાઈવર કમ ઓફિસ બોય જોઈએ છે. સમય 11 થી 9, 12 ધોરણ પાસ, બી.એ. ઝુલ્યા સંપર્ક સોની: 9978905775 (207, 880, 348, 963)
classified-ad: લક્ષ્મી ટ્રાવેલ્સ (ચારધામ 09- 06) (ગોકુળ, મથુરા 02-06) (તિરૂપતિબાલાજી, રામેશ્વર 14-08) (હરિદ્વાર, ઋષિકેશ 10-08) (કલકત્તા, ગંગાસાગર 10-08) 9274767616 (1268, 757, 1411, 856)
subcategory-heading: ફર્નિચર (1126, 895, 1249, 919)
masthead-logo: ગુજરાત સમાચાર (788, 70, 922, 94)
subcategory-heading: સેલ્સમેન ગર્લ (65, 1336, 187, 1359)
category-heading: પ્રજાપતિ (665, 287, 801, 314)
subcategory-heading: વેચવાનું છે (974, 787, 1097, 811)
classified-ad: પ્રિયદર્શન નગર રો હાઉસ કોર્નર ચાર રૂમ રસોડું મકરપુરા રોડ સુરક્ષિત મો- 9537952003 (814, 1337, 955, 1405)
edition-name: (વડોદરા આવૃત્તિ) (1381, 13, 1541, 40)
classified-ad: ડિનેશ મીલ વેરાઈમાતા મંદિર રોડની સોસાયટીમાં 5000 ફૂટનો પ્લોટ 4 કરોડ અને સામાજીક સામે મકાન 75 લાખમાં. 8780867878 (814, 949, 955, 1032)
subcategory-heading: જનરલ (216, 1670, 339, 1693)
column-3 (354, 277, 506, 2184)
subcategory-heading: શિક્ષક-આચાર્ય (368, 1095, 491, 1119)
classified-ad: Bungalow Vasna Two AC Furnished Room/ Terrace (without kitchen) 9377792224 (814, 572, 955, 640)
subcategory-heading: વેચવાનું છે (671, 1199, 794, 1223)
